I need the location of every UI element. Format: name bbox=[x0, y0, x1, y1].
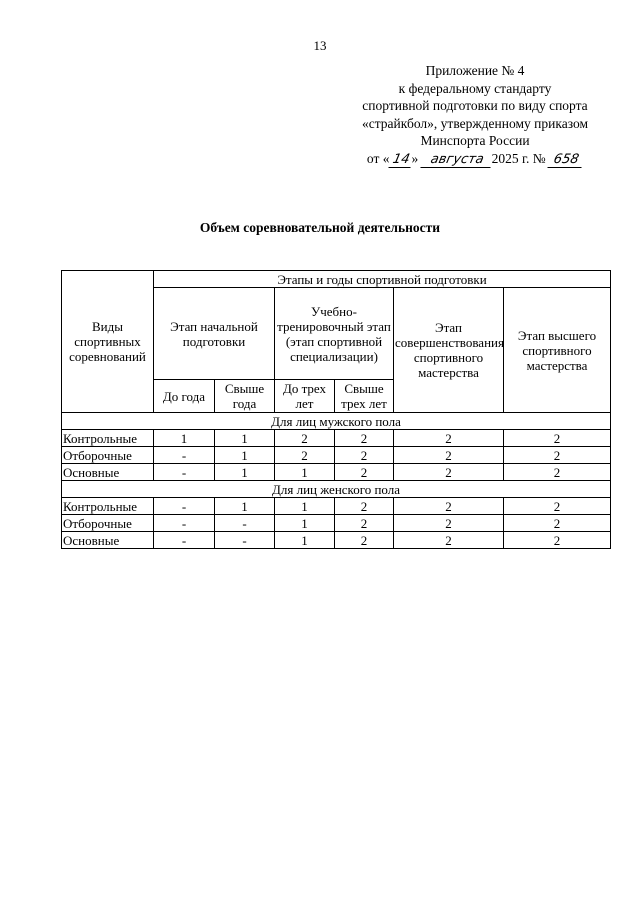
appendix-header bbox=[330, 62, 620, 168]
table-row bbox=[62, 430, 611, 447]
row-competition-type: Основные bbox=[62, 532, 154, 549]
table-cell: - bbox=[154, 532, 215, 549]
row-competition-type: Основные bbox=[62, 464, 154, 481]
table-cell: 2 bbox=[504, 498, 611, 515]
table-cell: 2 bbox=[275, 430, 335, 447]
table-cell: 2 bbox=[394, 532, 504, 549]
table-cell: 2 bbox=[394, 515, 504, 532]
table-cell: 2 bbox=[394, 464, 504, 481]
table-row bbox=[62, 515, 611, 532]
document-title: Объем соревновательной деятельности bbox=[199, 220, 441, 235]
row-competition-type: Контрольные bbox=[62, 498, 154, 515]
table-row bbox=[62, 447, 611, 464]
table-cell: - bbox=[215, 532, 275, 549]
table-cell: 1 bbox=[275, 515, 335, 532]
table-cell: 2 bbox=[504, 464, 611, 481]
row-competition-type: Отборочные bbox=[62, 515, 154, 532]
table-cell: - bbox=[154, 447, 215, 464]
table-cell: 1 bbox=[275, 532, 335, 549]
table-cell: - bbox=[154, 464, 215, 481]
table-cell: 2 bbox=[394, 447, 504, 464]
table-cell: 1 bbox=[154, 430, 215, 447]
table-cell: 2 bbox=[275, 447, 335, 464]
table-cell: 2 bbox=[335, 498, 394, 515]
header-stage-improvement: Этап совершенствования спортивного мастерства bbox=[394, 288, 504, 413]
row-competition-type: Контрольные bbox=[62, 430, 154, 447]
table-cell: 2 bbox=[335, 515, 394, 532]
table-cell: 2 bbox=[504, 515, 611, 532]
table-cell: 1 bbox=[215, 464, 275, 481]
table-cell: - bbox=[154, 515, 215, 532]
table-cell: 2 bbox=[504, 532, 611, 549]
appendix-line: «страйкбол», утвержденному приказом bbox=[362, 115, 588, 131]
row-competition-type: Отборочные bbox=[62, 447, 154, 464]
appendix-line: спортивной подготовки по виду спорта bbox=[362, 98, 588, 113]
table-cell: 2 bbox=[335, 430, 394, 447]
competition-table bbox=[61, 270, 611, 549]
table-cell: 2 bbox=[335, 532, 394, 549]
table-row bbox=[62, 498, 611, 515]
header-stage-highest: Этап высшего спортивного мастерства bbox=[504, 288, 611, 413]
table-cell: 1 bbox=[215, 447, 275, 464]
handwritten-day: 14 bbox=[388, 153, 413, 168]
table-cell: 2 bbox=[394, 498, 504, 515]
appendix-line: Минспорта России bbox=[420, 133, 530, 148]
header-year-up-to-year: До года bbox=[154, 380, 215, 413]
date-close: » bbox=[411, 150, 419, 166]
header-stages: Этапы и годы спортивной подготовки bbox=[154, 271, 611, 288]
date-prefix: от « bbox=[366, 150, 390, 166]
table-cell: 2 bbox=[504, 447, 611, 464]
table-cell: 2 bbox=[504, 430, 611, 447]
header-competition-types: Виды спортивных соревнований bbox=[62, 271, 154, 413]
table-row bbox=[62, 464, 611, 481]
handwritten-order-number: 658 bbox=[547, 153, 584, 168]
table-row bbox=[62, 532, 611, 549]
page-number: 13 bbox=[313, 38, 327, 53]
section-title: Для лиц женского пола bbox=[62, 481, 611, 498]
appendix-line: Приложение № 4 bbox=[425, 63, 525, 78]
table-cell: 1 bbox=[275, 464, 335, 481]
header-stage-initial: Этап начальной подготовки bbox=[154, 288, 275, 380]
handwritten-month: августа bbox=[420, 153, 493, 168]
table-cell: 1 bbox=[215, 430, 275, 447]
header-year-over-three: Свыше трех лет bbox=[335, 380, 394, 413]
appendix-line: к федеральному стандарту bbox=[398, 80, 552, 96]
order-date-line bbox=[330, 150, 620, 168]
header-year-over-year: Свыше года bbox=[215, 380, 275, 413]
table-cell: 1 bbox=[215, 498, 275, 515]
table-cell: 2 bbox=[335, 447, 394, 464]
section-title: Для лиц мужского пола bbox=[62, 413, 611, 430]
table-cell: - bbox=[215, 515, 275, 532]
header-year-up-to-three: До трех лет bbox=[275, 380, 335, 413]
year-text: 2025 г. № bbox=[491, 150, 546, 166]
table-cell: 2 bbox=[394, 430, 504, 447]
header-stage-training: Учебно-тренировочный этап (этап спортивной специализации) bbox=[275, 288, 394, 380]
table-cell: 2 bbox=[335, 464, 394, 481]
table-cell: 1 bbox=[275, 498, 335, 515]
table-cell: - bbox=[154, 498, 215, 515]
